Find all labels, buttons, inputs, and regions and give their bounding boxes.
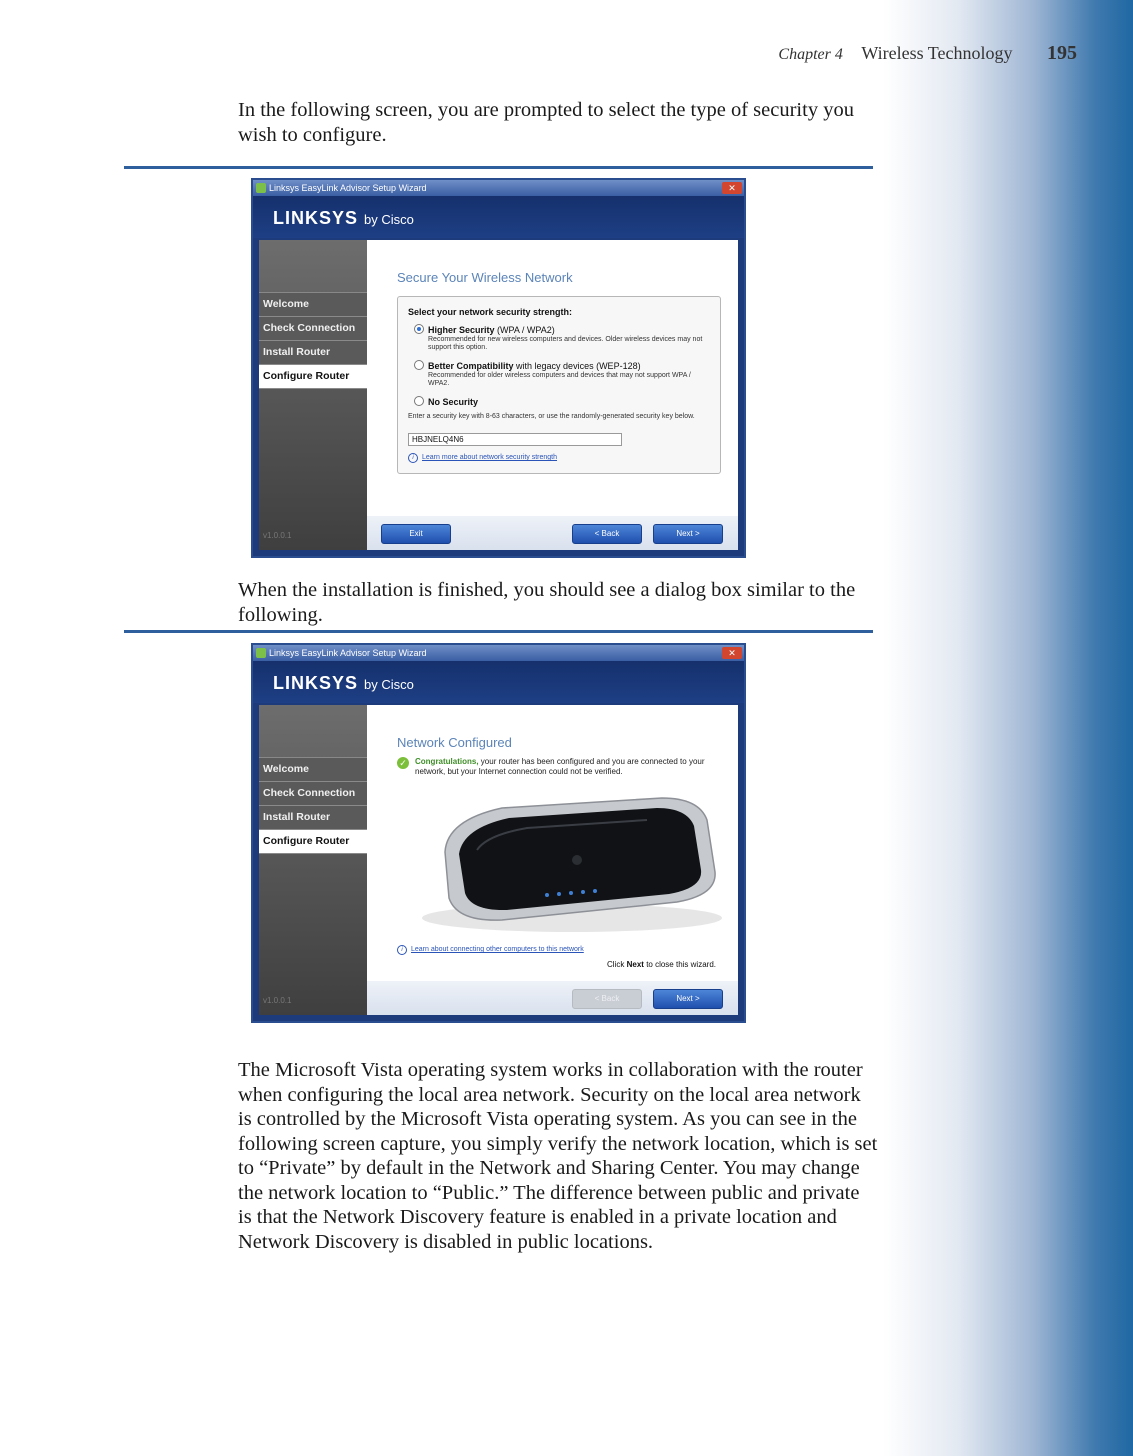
- check-icon: ✓: [397, 757, 409, 769]
- back-button[interactable]: < Back: [572, 524, 642, 544]
- section-rule: [124, 630, 873, 633]
- window-titlebar: [253, 645, 744, 661]
- next-button[interactable]: Next >: [653, 524, 723, 544]
- wizard-steps-sidebar: [259, 705, 367, 1015]
- brand-sub: by Cisco: [364, 212, 414, 227]
- step-welcome: Welcome: [259, 293, 367, 317]
- paragraph-intro: In the following screen, you are prompted to select the type of security you wish to configure.: [238, 99, 854, 146]
- brand-name: LINKSYS: [273, 673, 359, 693]
- router-led: [581, 890, 585, 894]
- security-key-note: Enter a security key with 8-63 characters, or use the randomly-generated security key below.: [408, 413, 695, 420]
- step-install-router: Install Router: [259, 806, 367, 830]
- paragraph-finished: When the installation is finished, you should see a dialog box similar to the following.: [238, 579, 856, 626]
- wizard-content: [367, 240, 738, 550]
- option-higher-security-desc: Recommended for new wireless computers and devices. Older wireless devices may not support this option.: [428, 336, 703, 351]
- chapter-label: Chapter 4: [778, 46, 843, 63]
- security-question: Select your network security strength:: [408, 307, 573, 317]
- learn-connecting-link[interactable]: i Learn about connecting other computers to this network: [397, 945, 584, 955]
- close-icon[interactable]: ✕: [722, 182, 742, 194]
- info-icon: i: [408, 453, 418, 463]
- step-check-connection: Check Connection: [259, 317, 367, 341]
- running-head: [600, 42, 1077, 65]
- wizard-footer: [367, 981, 738, 1015]
- congrats-message: [397, 757, 727, 777]
- router-logo-mark: [572, 855, 582, 865]
- brand-header: [253, 661, 744, 703]
- router-led: [569, 891, 573, 895]
- router-image: [407, 790, 737, 935]
- option-no-security[interactable]: No Security: [414, 396, 478, 407]
- page-heading: Network Configured: [397, 735, 512, 750]
- security-options-box: [397, 296, 721, 474]
- app-icon: [256, 183, 266, 193]
- exit-button[interactable]: Exit: [381, 524, 451, 544]
- step-configure-router: Configure Router: [259, 365, 367, 389]
- next-button[interactable]: Next >: [653, 989, 723, 1009]
- wizard-steps-sidebar: [259, 240, 367, 550]
- wizard-content: [367, 705, 738, 1015]
- version-label: v1.0.0.1: [263, 996, 292, 1005]
- page-number: 195: [1047, 42, 1077, 64]
- learn-more-link[interactable]: i Learn more about network security strength: [408, 453, 557, 463]
- page-heading: Secure Your Wireless Network: [397, 270, 573, 285]
- router-led: [545, 893, 549, 897]
- version-label: v1.0.0.1: [263, 531, 292, 540]
- chapter-title: Wireless Technology: [861, 43, 1013, 63]
- congrats-word: Congratulations,: [415, 757, 479, 766]
- radio-selected-icon[interactable]: [414, 324, 424, 334]
- app-icon: [256, 648, 266, 658]
- close-icon[interactable]: ✕: [722, 647, 742, 659]
- step-install-router: Install Router: [259, 341, 367, 365]
- router-led: [593, 889, 597, 893]
- wizard-security-screenshot: [251, 178, 746, 558]
- option-higher-security[interactable]: Higher Security (WPA / WPA2): [414, 324, 555, 335]
- brand-name: LINKSYS: [273, 208, 359, 228]
- security-key-input[interactable]: [408, 433, 622, 446]
- step-configure-router: Configure Router: [259, 830, 367, 854]
- side-gradient-band: [883, 0, 1133, 1456]
- wizard-footer: [367, 516, 738, 550]
- section-rule: [124, 166, 873, 169]
- window-title: Linksys EasyLink Advisor Setup Wizard: [269, 183, 427, 193]
- radio-icon[interactable]: [414, 360, 424, 370]
- window-title: Linksys EasyLink Advisor Setup Wizard: [269, 648, 427, 658]
- router-led: [557, 892, 561, 896]
- option-better-compatibility[interactable]: Better Compatibility with legacy devices (WEP-128): [414, 360, 641, 371]
- option-better-compatibility-desc: Recommended for older wireless computers and devices that may not support WPA / WPA2.: [428, 372, 691, 387]
- step-welcome: Welcome: [259, 758, 367, 782]
- brand-header: [253, 196, 744, 238]
- congrats-text: your router has been configured and you are connected to your network, but your Internet connection could not be verified.: [415, 757, 705, 776]
- step-check-connection: Check Connection: [259, 782, 367, 806]
- window-titlebar: [253, 180, 744, 196]
- brand-sub: by Cisco: [364, 677, 414, 692]
- wizard-configured-screenshot: [251, 643, 746, 1023]
- paragraph-vista: The Microsoft Vista operating system works in collaboration with the router when configuring the local area network. Security on the local area network is controlled by the Microsoft Vista operating system. As you can see in the following screen capture, you simply verify the network location, which is set to “Private” by default in the Network and Sharing Center. You may change the network location to “Public.” The difference between public and private is that the Network Discovery feature is enabled in a private location and Network Discovery is disabled in public locations.: [238, 1059, 878, 1253]
- info-icon: i: [397, 945, 407, 955]
- radio-icon[interactable]: [414, 396, 424, 406]
- click-next-instruction: Click Next to close this wizard.: [607, 960, 716, 969]
- back-button[interactable]: < Back: [572, 989, 642, 1009]
- brand-logo: [273, 673, 414, 694]
- brand-logo: [273, 208, 414, 229]
